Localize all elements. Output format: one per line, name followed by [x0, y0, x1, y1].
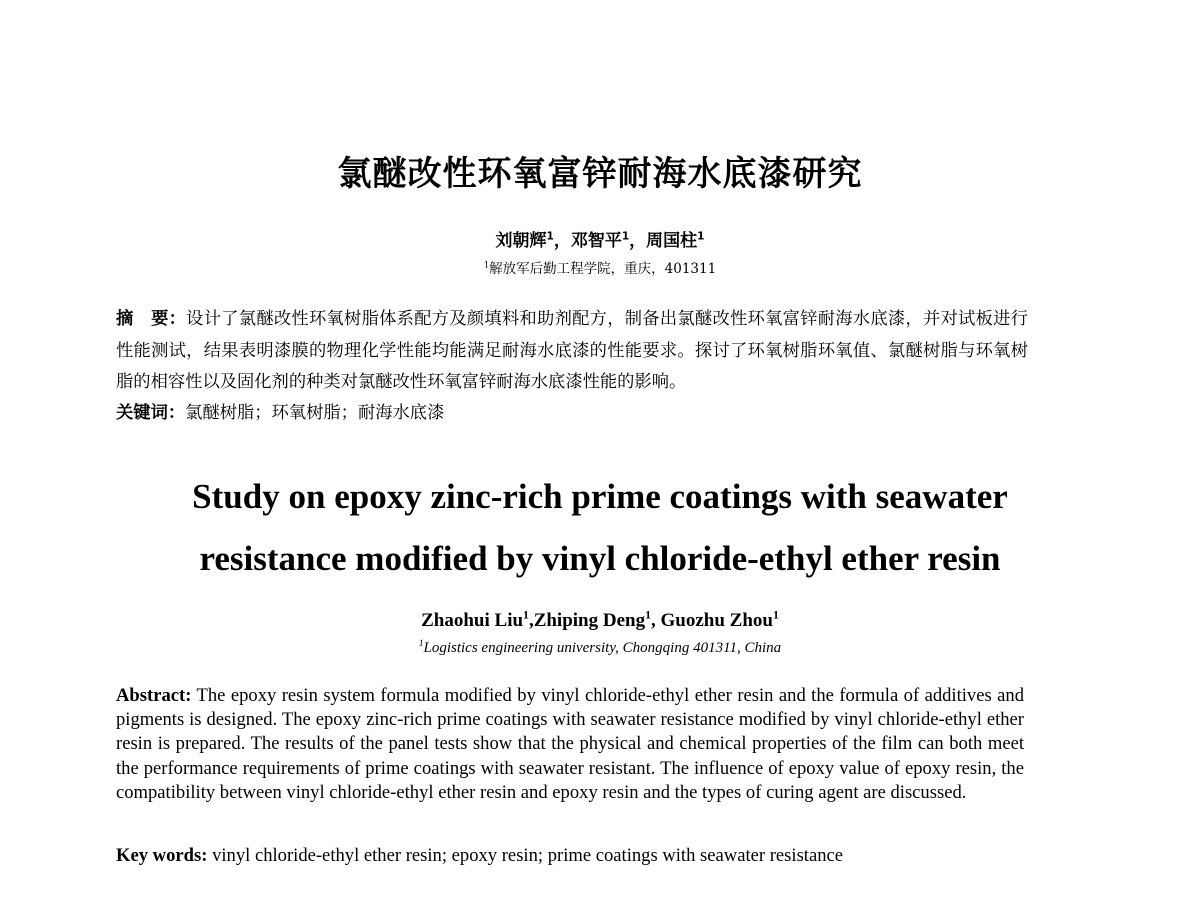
- author-separator: ,: [650, 610, 661, 631]
- english-author-name: Zhiping Deng: [533, 610, 646, 631]
- keywords-text: vinyl chloride-ethyl ether resin; epoxy resin; prime coatings with seawater resistance: [212, 845, 844, 866]
- english-author-name: Guozhu Zhou: [660, 610, 773, 631]
- author-separator: ，: [553, 231, 571, 251]
- english-authors: [0, 608, 1200, 634]
- affiliation-mark: 1: [418, 639, 424, 649]
- english-abstract: [116, 684, 1024, 805]
- keywords-label: Key words:: [116, 845, 208, 866]
- chinese-author-name: 刘朝辉: [495, 231, 547, 251]
- author-separator: ,: [528, 610, 534, 631]
- chinese-author-name: 周国柱: [646, 231, 698, 251]
- english-author-affil-mark: 1: [645, 608, 651, 622]
- english-title-line: resistance modified by vinyl chloride-ethyl ether resin: [199, 539, 1001, 578]
- english-author-affil-mark: 1: [523, 608, 529, 622]
- author-separator: ，: [629, 231, 647, 251]
- abstract-text: The epoxy resin system formula modified by vinyl chloride-ethyl ether resin and the formula of additives and pigments is designed. The epoxy zinc-rich prime coatings with seawater resistance modified by vinyl chloride-ethyl ether resin is prepared. The results of the panel tests show that the physical and chemical properties of the film can both meet the performance requirements of prime coatings with seawater resistant. The influence of epoxy value of epoxy resin, the compatibility between vinyl chloride-ethyl ether resin and epoxy resin and the types of curing agent are discussed.: [116, 685, 1024, 803]
- chinese-author-name: 邓智平: [570, 231, 622, 251]
- english-affiliation: [0, 638, 1200, 658]
- chinese-author-affil-mark: 1: [697, 230, 705, 243]
- chinese-author-affil-mark: 1: [546, 230, 554, 243]
- chinese-author-affil-mark: 1: [621, 230, 630, 243]
- affiliation-text: Logistics engineering university, Chongqing 401311, China: [423, 640, 782, 656]
- chinese-title: 氯醚改性环氧富锌耐海水底漆研究: [337, 154, 863, 194]
- affiliation-text: 解放军后勤工程学院，重庆，401311: [489, 261, 717, 277]
- english-author-affil-mark: 1: [772, 608, 779, 622]
- english-keywords: [116, 844, 1024, 868]
- chinese-affiliation: [0, 259, 1200, 279]
- english-title-line: Study on epoxy zinc-rich prime coatings with seawater: [192, 477, 1008, 516]
- chinese-abstract: [116, 304, 1028, 399]
- abstract-label: 摘 要：: [116, 309, 187, 329]
- keywords-text: 氯醚树脂；环氧树脂；耐海水底漆: [185, 403, 445, 423]
- abstract-label: Abstract:: [116, 685, 192, 706]
- abstract-text: 设计了氯醚改性环氧树脂体系配方及颜填料和助剂配方，制备出氯醚改性环氧富锌耐海水底漆，并对试板进行性能测试，结果表明漆膜的物理化学性能均能满足耐海水底漆的性能要求。探讨了环氧树脂环氧值、氯醚树脂与环氧树脂的相容性以及固化剂的种类对氯醚改性环氧富锌耐海水底漆性能的影响。: [116, 309, 1028, 392]
- affiliation-mark: 1: [483, 259, 490, 270]
- english-title: [0, 466, 1200, 590]
- english-author-name: Zhaohui Liu: [421, 610, 524, 631]
- chinese-authors: [0, 229, 1200, 253]
- keywords-label: 关键词：: [116, 403, 186, 423]
- chinese-keywords: [116, 398, 1028, 430]
